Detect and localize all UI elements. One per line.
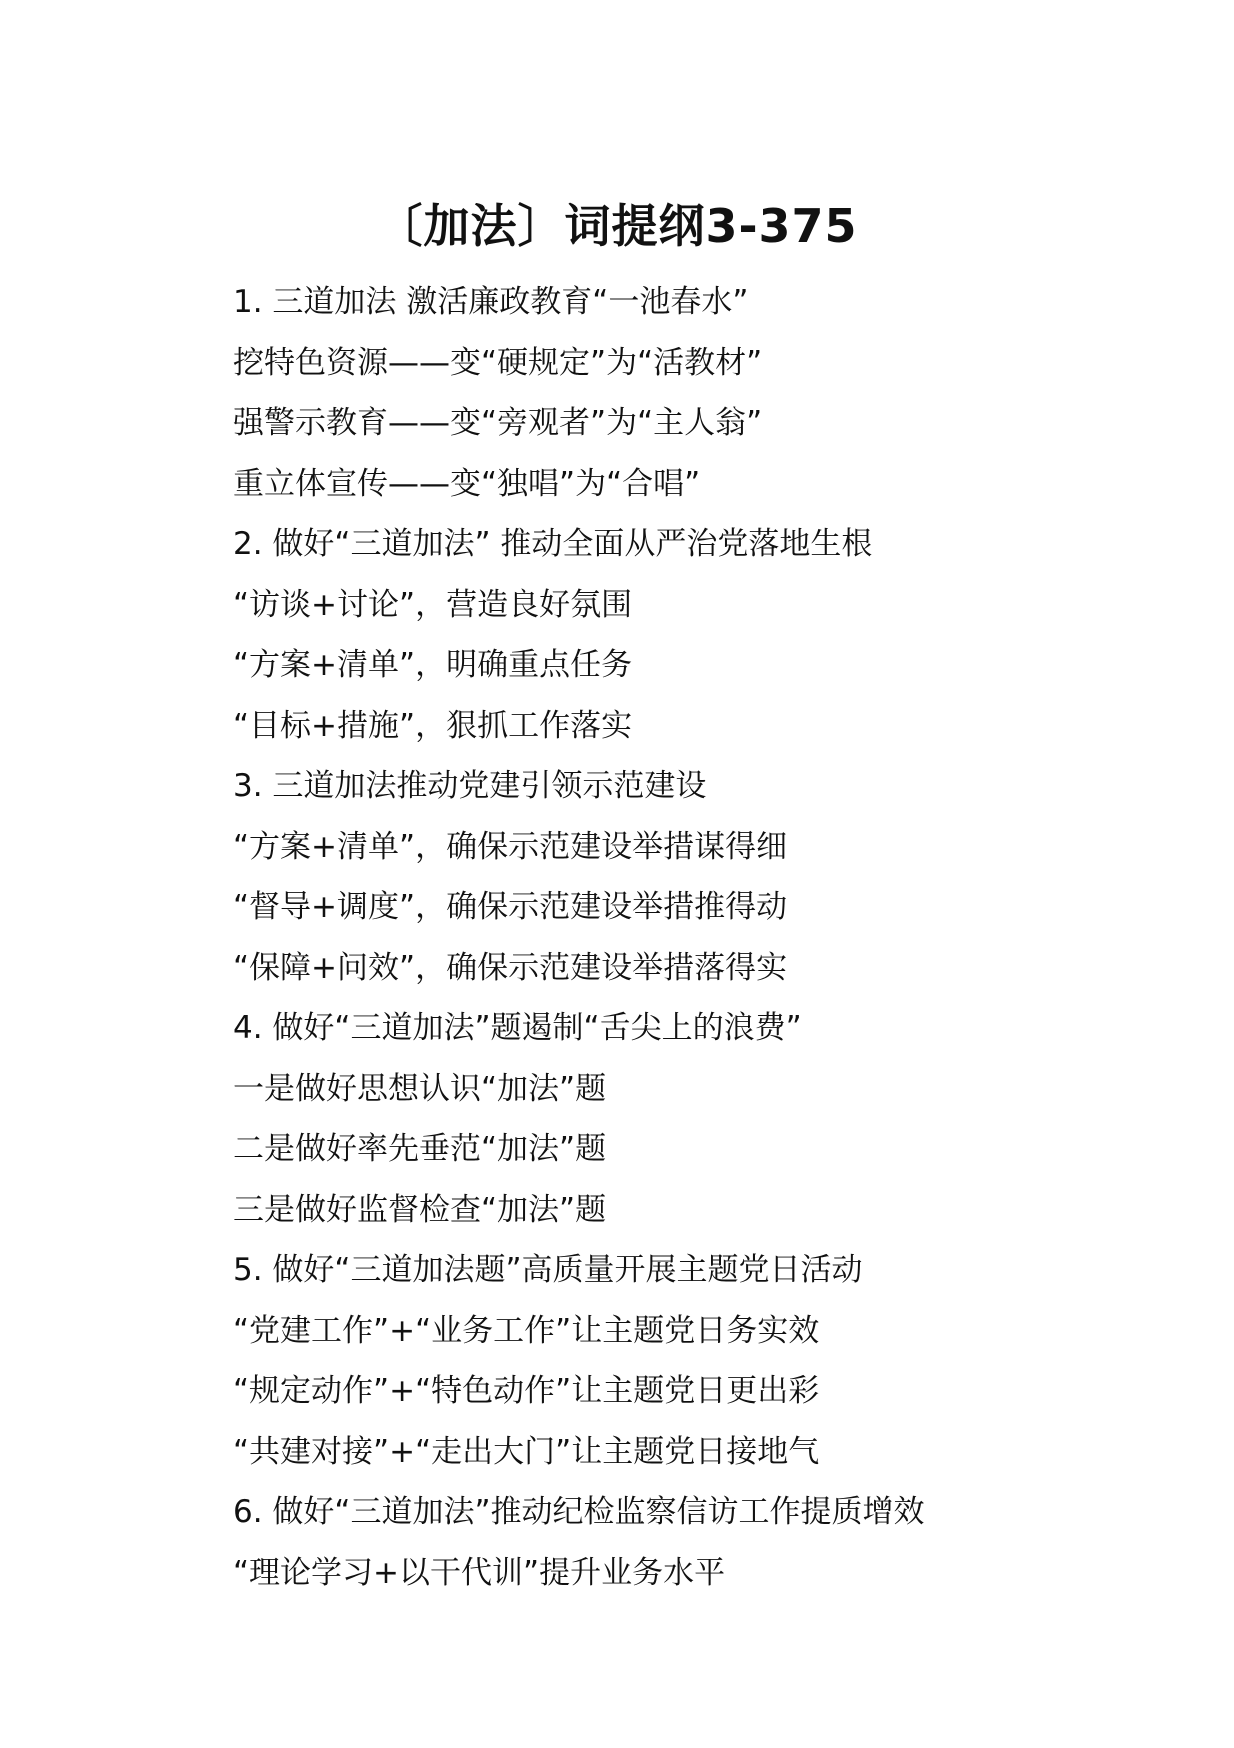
outline-line: “规定动作”+“特色动作”让主题党日更出彩 [233, 1373, 820, 1409]
outline-line: 1. 三道加法 激活廉政教育“一池春水” [233, 284, 749, 320]
outline-line: “共建对接”+“走出大门”让主题党日接地气 [233, 1433, 820, 1470]
outline-line: 挖特色资源——变“硬规定”为“活教材” [233, 344, 763, 381]
outline-line: 重立体宣传——变“独唱”为“合唱” [233, 465, 701, 502]
outline-line: “方案+清单”，明确重点任务 [233, 647, 633, 683]
outline-line: “党建工作”+“业务工作”让主题党日务实效 [233, 1312, 820, 1349]
outline-line: “督导+调度”，确保示范建设举措推得动 [233, 889, 788, 925]
outline-line: 5. 做好“三道加法题”高质量开展主题党日活动 [233, 1252, 863, 1288]
outline-line: “理论学习+以干代训”提升业务水平 [233, 1554, 726, 1591]
outline-line: 3. 三道加法推动党建引领示范建设 [233, 768, 707, 804]
outline-line: “访谈+讨论”，营造良好氛围 [233, 586, 633, 623]
outline-line: “保障+问效”，确保示范建设举措落得实 [233, 949, 788, 986]
outline-line: 二是做好率先垂范“加法”题 [233, 1131, 607, 1167]
outline-line: 一是做好思想认识“加法”题 [233, 1070, 607, 1107]
document-title: 〔加法〕词提纲3-375 [376, 199, 858, 253]
outline-line: 三是做好监督检查“加法”题 [233, 1191, 607, 1228]
outline-line: 强警示教育——变“旁观者”为“主人翁” [233, 405, 763, 441]
outline-line: “目标+措施”，狠抓工作落实 [233, 707, 633, 744]
outline-line: 2. 做好“三道加法” 推动全面从严治党落地生根 [233, 526, 873, 562]
outline-list [233, 272, 1213, 1603]
outline-line: “方案+清单”，确保示范建设举措谋得细 [233, 828, 788, 865]
outline-line: 6. 做好“三道加法”推动纪检监察信访工作提质增效 [233, 1494, 925, 1530]
outline-line: 4. 做好“三道加法”题遏制“舌尖上的浪费” [233, 1010, 802, 1046]
